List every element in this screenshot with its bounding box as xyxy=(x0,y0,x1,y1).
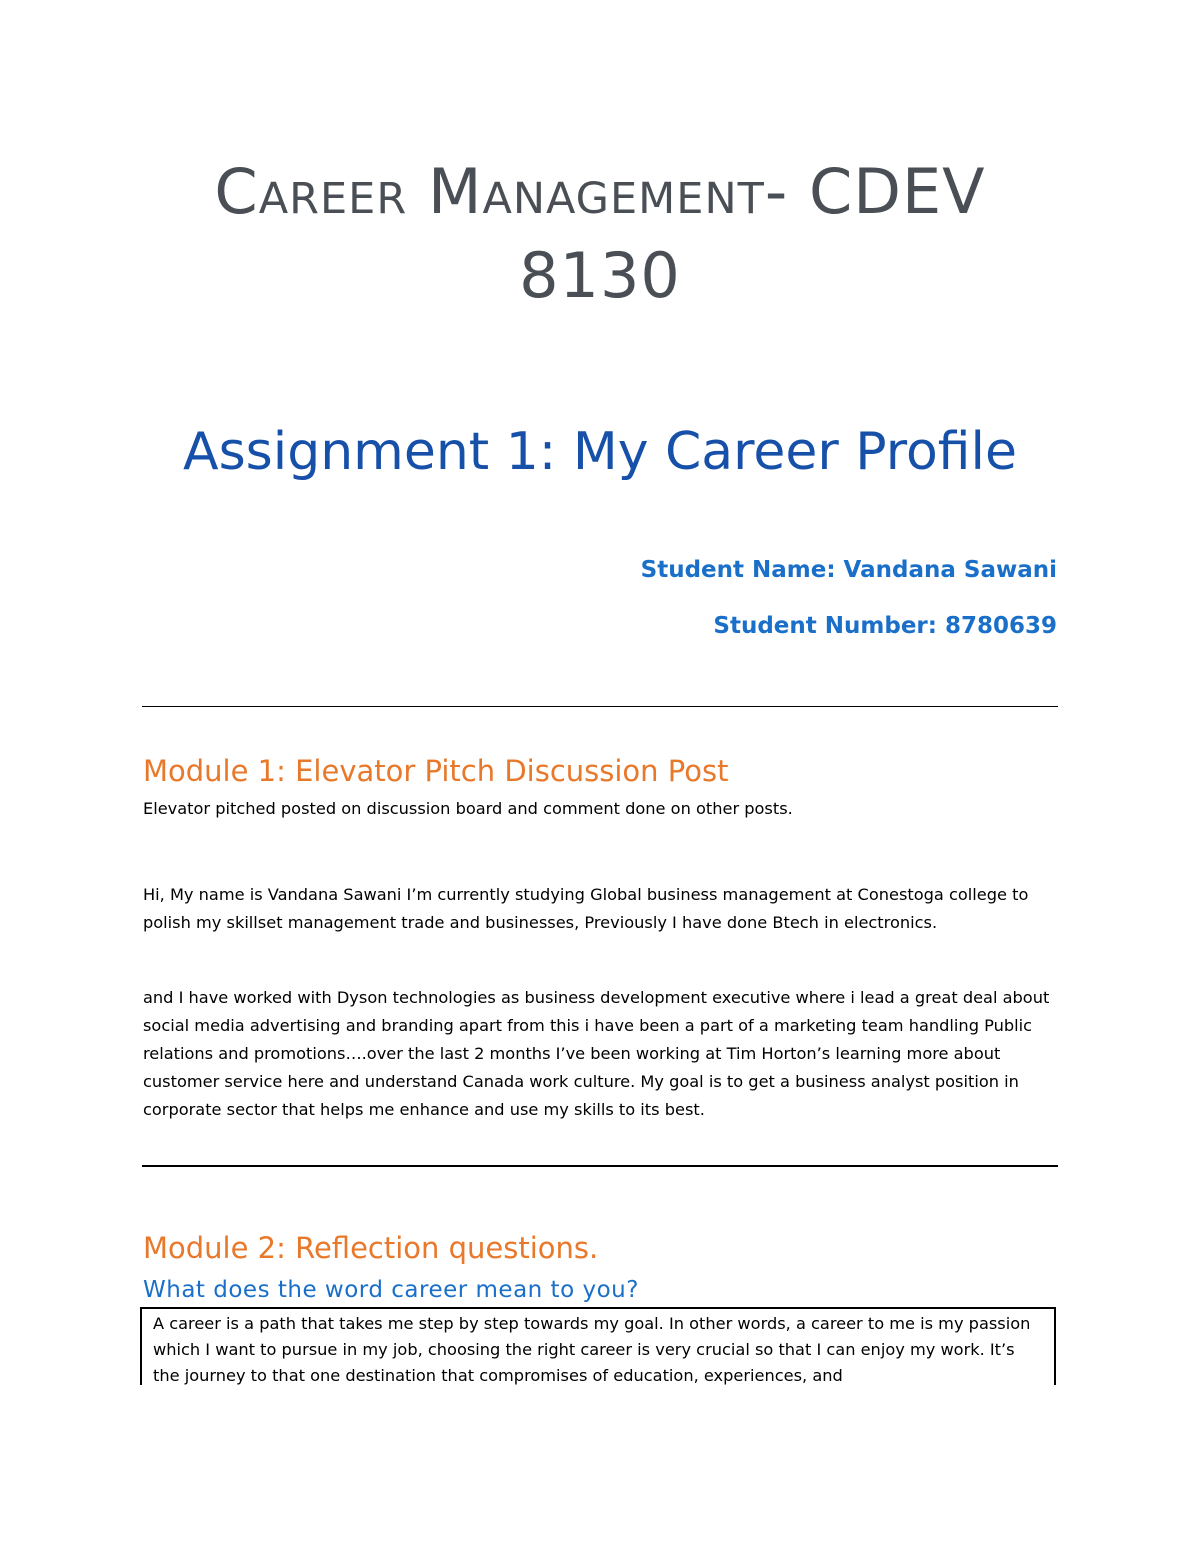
module1-intro: Elevator pitched posted on discussion board and comment done on other posts. xyxy=(143,799,793,818)
reflection-question: What does the word career mean to you? xyxy=(143,1277,639,1303)
module1-heading: Module 1: Elevator Pitch Discussion Post xyxy=(143,754,729,788)
course-title-line2: 8130 xyxy=(519,239,681,312)
student-number: Student Number: 8780639 xyxy=(713,613,1057,639)
module1-paragraph-1: Hi, My name is Vandana Sawani I’m currently studying Global business management at Conestoga college to polish my skillset management trade and businesses, Previously I have done Btech in electronics. xyxy=(143,885,1029,932)
module2-heading: Module 2: Reflection questions. xyxy=(143,1231,599,1265)
module1-paragraph-2: and I have worked with Dyson technologies as business development executive where i lead a great deal about social media advertising and branding apart from this i have been a part of a marketing team handling Public relations and promotions….over the last 2 months I’ve been working at Tim Horton’s learning more about customer service here and understand Canada work culture. My goal is to get a business analyst position in corporate sector that helps me enhance and use my skills to its best. xyxy=(143,988,1050,1119)
divider-1 xyxy=(142,706,1058,707)
divider-2 xyxy=(142,1165,1058,1167)
student-name: Student Name: Vandana Sawani xyxy=(640,557,1057,583)
answer-text: A career is a path that takes me step by step towards my goal. In other words, a career to me is my passion which I want to pursue in my job, choosing the right career is very crucial so that I can enjoy my work. It’s the journey to that one destination that compromises of education, experiences, and xyxy=(153,1314,1031,1385)
course-title xyxy=(140,150,1060,318)
answer-box xyxy=(140,1307,1056,1385)
assignment-title: Assignment 1: My Career Profile xyxy=(183,422,1017,482)
course-title-line1: Career Management- CDEV xyxy=(214,155,986,228)
